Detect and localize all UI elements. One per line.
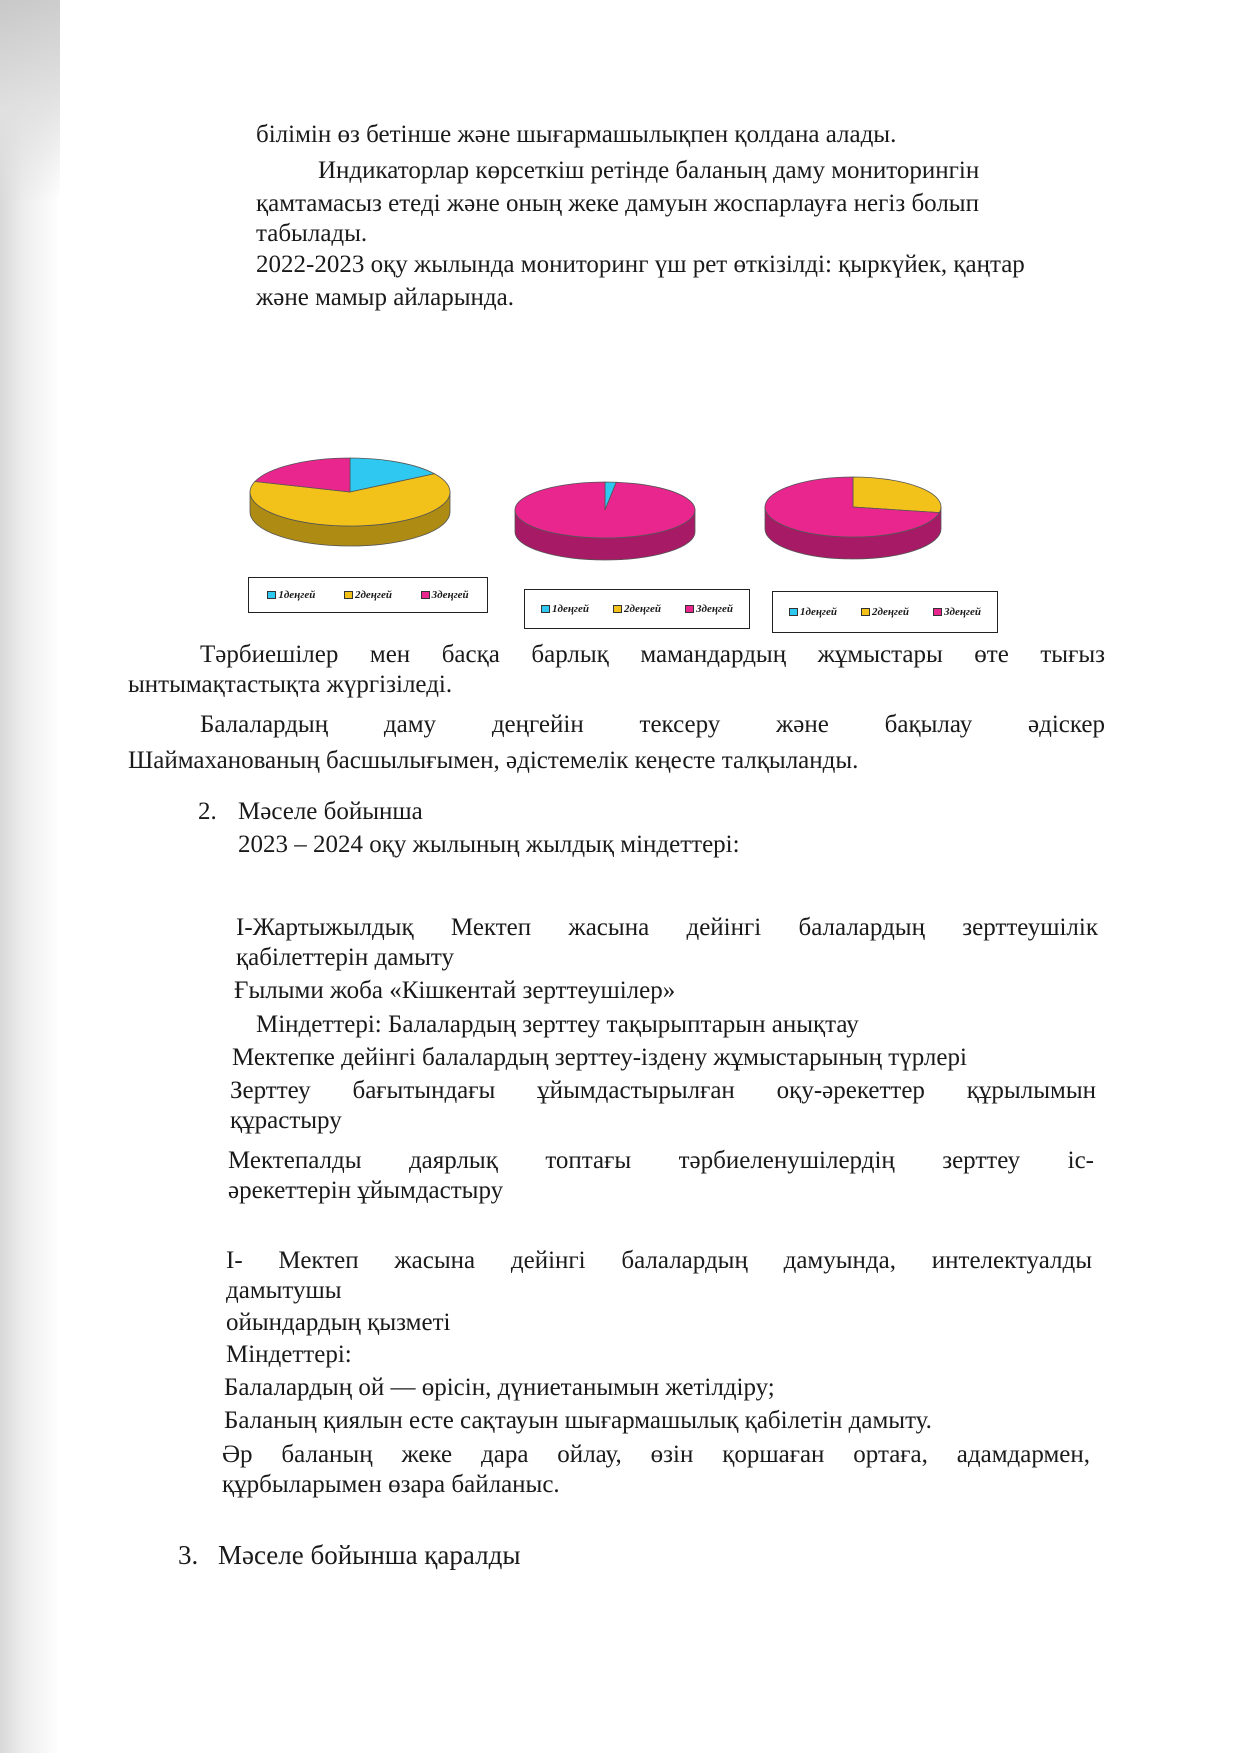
legend-label: 2деңгей bbox=[623, 603, 661, 615]
legend-label: 1деңгей bbox=[551, 603, 589, 615]
paragraph-line: І- Мектеп жасына дейінгі балалардың дамуында, интелектуалды bbox=[226, 1247, 1092, 1274]
chart-legend bbox=[248, 577, 488, 613]
paragraph-line: әрекеттерін ұйымдастыру bbox=[228, 1177, 504, 1204]
pie-chart bbox=[250, 458, 450, 546]
legend-item-level2 bbox=[613, 603, 661, 615]
chart-legend bbox=[524, 589, 750, 629]
legend-item-level1 bbox=[541, 603, 589, 615]
paragraph-line: Міндеттері: Балалардың зерттеу тақырыптарын анықтау bbox=[256, 1011, 859, 1038]
paragraph-line: Әр баланың жеке дара ойлау, өзін қоршаған ортаға, адамдармен, bbox=[222, 1441, 1090, 1468]
section-title: Мәселе бойынша bbox=[238, 798, 423, 825]
legend-swatch bbox=[421, 591, 430, 599]
monitoring-charts bbox=[235, 455, 1015, 645]
legend-item-level3 bbox=[421, 589, 469, 601]
paragraph-line: құрбыларымен өзара байланыс. bbox=[222, 1471, 560, 1498]
legend-swatch bbox=[933, 608, 942, 616]
paragraph-line: Балалардың ой — өрісін, дүниетанымын жетілдіру; bbox=[224, 1374, 775, 1401]
paragraph-line: қабілеттерін дамыту bbox=[236, 944, 455, 971]
legend-label: 3деңгей bbox=[695, 603, 733, 615]
paragraph-line: Шаймаханованың басшылығымен, әдістемелік кеңесте талқыланды. bbox=[128, 747, 859, 774]
paragraph-line: білімін өз бетінше және шығармашылықпен қолдана алады. bbox=[256, 121, 897, 148]
pie-chart bbox=[515, 482, 695, 560]
legend-swatch bbox=[267, 591, 276, 599]
legend-label: 1деңгей bbox=[799, 606, 837, 618]
legend-item-level1 bbox=[789, 606, 837, 618]
paragraph-line: Мектепке дейінгі балалардың зерттеу-іздену жұмыстарының түрлері bbox=[232, 1044, 967, 1071]
section-subtitle: 2023 – 2024 оқу жылының жылдық міндеттері: bbox=[238, 831, 740, 858]
paragraph-line: Тәрбиешілер мен басқа барлық мамандардың жұмыстары өте тығыз bbox=[200, 641, 1105, 668]
pie-slice-level2 bbox=[853, 477, 941, 513]
legend-swatch bbox=[685, 605, 694, 613]
paragraph-line: табылады. bbox=[256, 220, 368, 247]
scan-edge-shadow bbox=[0, 0, 60, 1753]
pie-slice-level3 bbox=[515, 482, 695, 538]
paragraph-line: ойындардың қызметі bbox=[226, 1309, 451, 1336]
legend-item-level1 bbox=[267, 589, 315, 601]
legend-item-level3 bbox=[685, 603, 733, 615]
paragraph-line: Баланың қиялын есте сақтауын шығармашылық қабілетін дамыту. bbox=[224, 1407, 932, 1434]
legend-label: 2деңгей bbox=[354, 589, 392, 601]
paragraph-line: 2022-2023 оқу жылында мониторинг үш рет өткізілді: қыркүйек, қаңтар bbox=[256, 251, 1025, 278]
legend-item-level2 bbox=[344, 589, 392, 601]
legend-swatch bbox=[613, 605, 622, 613]
paragraph-line: Балалардың даму деңгейін тексеру және бақылау әдіскер bbox=[200, 711, 1105, 738]
section-number: 3. bbox=[178, 1540, 199, 1570]
legend-swatch bbox=[344, 591, 353, 599]
legend-swatch bbox=[789, 608, 798, 616]
legend-label: 3деңгей bbox=[943, 606, 981, 618]
paragraph-line: Индикаторлар көрсеткіш ретінде баланың даму мониторингін bbox=[318, 157, 980, 184]
section-title: Мәселе бойынша қаралды bbox=[218, 1540, 521, 1570]
paragraph-line: І-Жартыжылдық Мектеп жасына дейінгі балалардың зерттеушілік bbox=[236, 914, 1098, 941]
legend-swatch bbox=[541, 605, 550, 613]
chart-legend bbox=[772, 591, 998, 633]
scan-corner-shadow bbox=[0, 0, 60, 200]
paragraph-line: Зерттеу бағытындағы ұйымдастырылған оқу-әрекеттер құрылымын bbox=[230, 1077, 1096, 1104]
legend-label: 2деңгей bbox=[871, 606, 909, 618]
paragraph-line: дамытушы bbox=[226, 1277, 342, 1304]
paragraph-line: Міндеттері: bbox=[226, 1341, 352, 1368]
pie-chart bbox=[765, 477, 941, 559]
paragraph-line: қамтамасыз етеді және оның жеке дамуын жоспарлауға негіз болып bbox=[256, 190, 979, 217]
paragraph-line: ынтымақтастықта жүргізіледі. bbox=[128, 671, 453, 698]
paragraph-line: және мамыр айларында. bbox=[256, 284, 514, 311]
legend-label: 1деңгей bbox=[278, 589, 316, 601]
legend-label: 3деңгей bbox=[431, 589, 469, 601]
legend-item-level2 bbox=[861, 606, 909, 618]
paragraph-line: Мектепалды даярлық топтағы тәрбиеленушілердің зерттеу іс- bbox=[228, 1147, 1094, 1174]
legend-swatch bbox=[861, 608, 870, 616]
paragraph-line: Ғылыми жоба «Кішкентай зерттеушілер» bbox=[234, 977, 676, 1004]
paragraph-line: құрастыру bbox=[230, 1107, 342, 1134]
legend-item-level3 bbox=[933, 606, 981, 618]
section-number: 2. bbox=[198, 798, 217, 825]
